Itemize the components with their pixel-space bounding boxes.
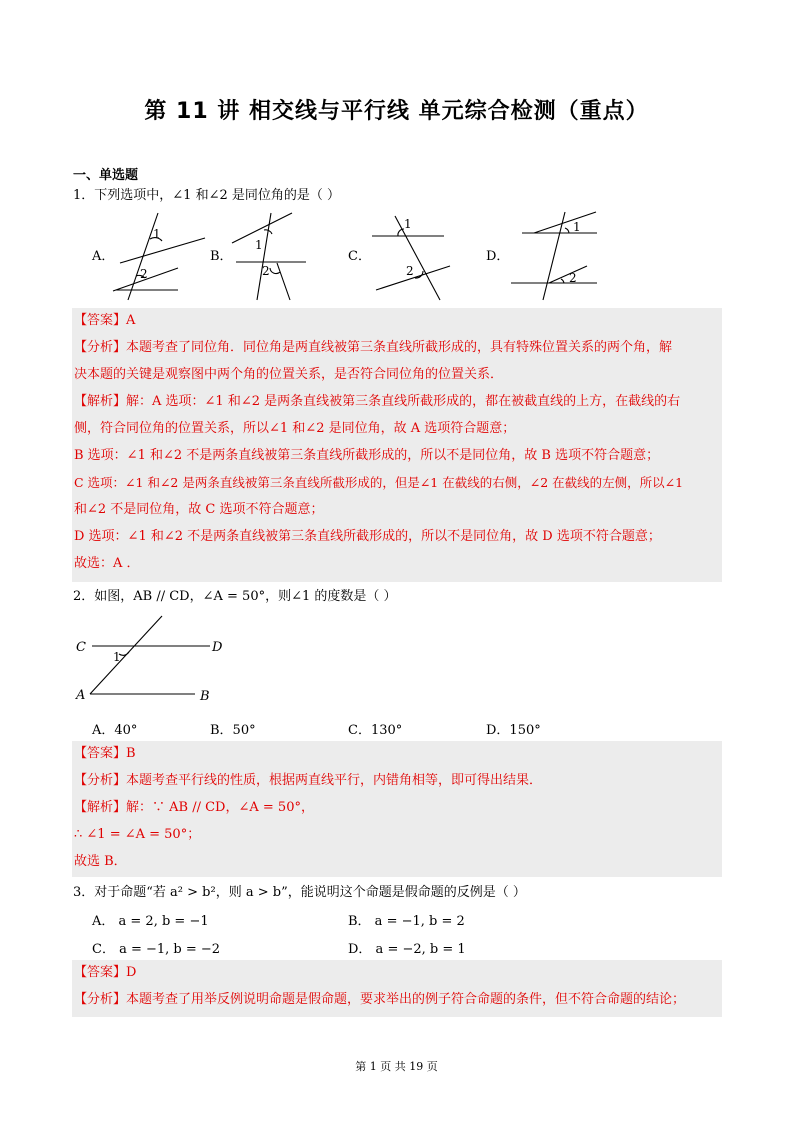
q3-option-d: D． a = −2, b = 1: [348, 942, 466, 957]
question-2-answer-block: [72, 741, 722, 877]
question-1-stem: 1．下列选项中，∠1 和∠2 是同位角的是（ ）: [73, 188, 340, 203]
q1-option-d-label: D．: [486, 249, 510, 264]
q2-option-d: D．150°: [486, 723, 541, 738]
q2-solution-line-2: ∴ ∠1 = ∠A = 50°；: [74, 827, 201, 842]
q1-answer: A: [126, 313, 136, 328]
q1-c-angle-1: 1: [404, 217, 412, 231]
q2-solution-line-1: 【解析】解：∵ AB // CD，∠A = 50°，: [74, 800, 314, 815]
q1-analysis-line-1: 【分析】本题考查了同位角．同位角是两直线被第三条直线所截形成的，具有特殊位置关系的两个角，解: [74, 340, 673, 355]
question-2-figure: [70, 610, 310, 710]
q2-analysis-line: 【分析】本题考查平行线的性质，根据两直线平行，内错角相等，即可得出结果．: [74, 773, 543, 788]
q1-d-angle-2: 2: [569, 271, 577, 285]
q3-option-b: B． a = −1, b = 2: [348, 914, 465, 929]
question-1-answer-block: [72, 308, 722, 582]
q3-answer: D: [126, 965, 137, 980]
q1-solution-line-3: B 选项：∠1 和∠2 不是两条直线被第三条直线所截形成的，所以不是同位角，故 B 选项不符合题意；: [74, 448, 660, 463]
q2-label-a: A: [76, 688, 86, 703]
q2-option-c: C．130°: [348, 723, 403, 738]
q3-answer-line: 【答案】D: [74, 965, 137, 980]
q2-label-d: D: [212, 640, 223, 655]
question-3-answer-block: [72, 960, 722, 1017]
q3-option-a: A． a = 2, b = −1: [92, 914, 209, 929]
section-heading: 一、单选题: [73, 168, 139, 183]
q1-figure-d: [511, 212, 597, 300]
q1-a-angle-1: 1: [153, 227, 161, 241]
q1-d-angle-1: 1: [573, 220, 581, 234]
q3-analysis-line: 【分析】本题考查了用举反例说明命题是假命题，要求举出的例子符合命题的条件，但不符合命题的结论；: [74, 992, 686, 1007]
q1-option-a-label: A．: [92, 249, 115, 264]
q1-solution-line-1: 【解析】解：A 选项：∠1 和∠2 是两条直线被第三条直线所截形成的，都在被截直线的上方，在截线的右: [74, 394, 681, 409]
q1-a-angle-2: 2: [140, 267, 148, 281]
q2-angle-1: 1: [113, 650, 121, 664]
q2-answer: B: [126, 746, 136, 761]
q2-option-b: B．50°: [210, 723, 256, 738]
q1-solution-line-2: 侧，符合同位角的位置关系，所以∠1 和∠2 是同位角，故 A 选项符合题意；: [74, 421, 516, 436]
q2-solution-line-3: 故选 B．: [74, 854, 127, 869]
q1-b-angle-2: 2: [262, 264, 270, 278]
question-1-figures: [0, 208, 793, 308]
q2-label-b: B: [200, 689, 210, 704]
q1-solution-line-6: D 选项：∠1 和∠2 不是两条直线被第三条直线所截形成的，所以不是同位角，故 D 选项不符合题意；: [74, 529, 661, 544]
q1-solution-line-5: 和∠2 不是同位角，故 C 选项不符合题意；: [74, 502, 324, 517]
q1-b-angle-1: 1: [255, 238, 263, 252]
q2-label-c: C: [76, 640, 86, 655]
q1-answer-line: 【答案】A: [74, 313, 136, 328]
page-footer: 第 1 页 共 19 页: [355, 1060, 438, 1073]
q1-option-b-label: B．: [210, 249, 233, 264]
q2-option-a: A．40°: [92, 723, 138, 738]
q1-option-c-label: C．: [348, 249, 371, 264]
question-3-stem: 3．对于命题“若 a² > b²，则 a > b”，能说明这个命题是假命题的反例是（ ）: [73, 885, 526, 900]
question-2-stem: 2．如图，AB // CD，∠A = 50°，则∠1 的度数是（ ）: [73, 589, 397, 604]
page-title: 第 11 讲 相交线与平行线 单元综合检测（重点）: [144, 99, 649, 124]
q2-answer-line: 【答案】B: [74, 746, 136, 761]
q1-c-angle-2: 2: [406, 264, 414, 278]
q1-analysis-line-2: 决本题的关键是观察图中两个角的位置关系，是否符合同位角的位置关系．: [74, 367, 504, 382]
q3-option-c: C． a = −1, b = −2: [92, 942, 221, 957]
q1-solution-line-7: 故选：A ．: [74, 556, 140, 571]
q1-figure-b: [232, 213, 306, 300]
q1-solution-line-4: C 选项：∠1 和∠2 是两条直线被第三条直线所截形成的，但是∠1 在截线的右侧，∠2 在截线的左侧，所以∠1: [74, 475, 684, 490]
